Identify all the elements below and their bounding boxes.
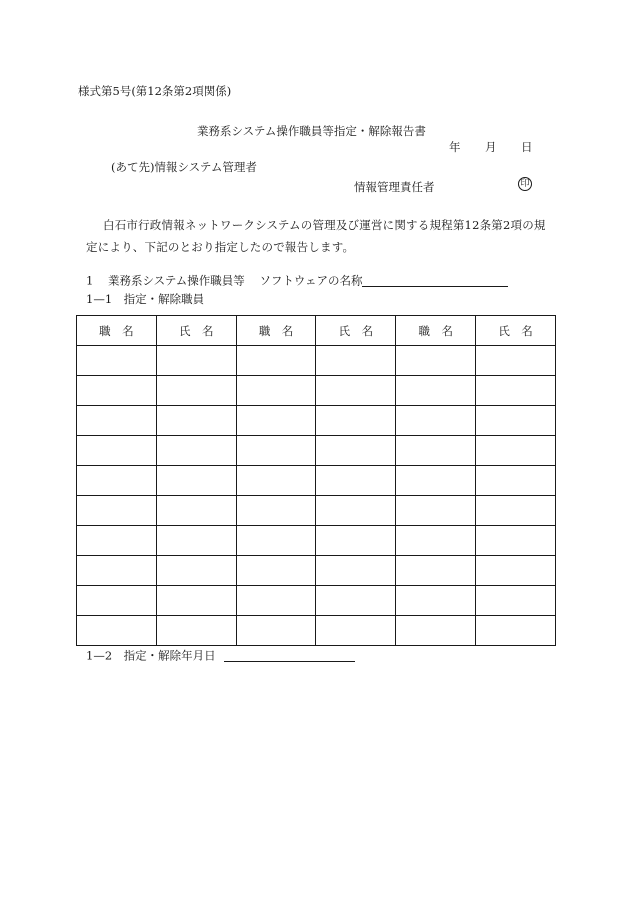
table-cell[interactable] — [156, 496, 236, 526]
table-cell[interactable] — [236, 586, 316, 616]
date-day-label: 日 — [521, 140, 533, 154]
table-cell[interactable] — [316, 376, 396, 406]
table-cell[interactable] — [396, 436, 476, 466]
table-cell[interactable] — [476, 436, 556, 466]
table-cell[interactable] — [476, 616, 556, 646]
column-header-name-3: 氏 名 — [476, 316, 556, 346]
table-cell[interactable] — [156, 436, 236, 466]
addressee: (あて先)情報システム管理者 — [111, 160, 257, 174]
table-cell[interactable] — [316, 616, 396, 646]
table-cell[interactable] — [476, 346, 556, 376]
table-row — [77, 616, 556, 646]
table-cell[interactable] — [236, 526, 316, 556]
table-cell[interactable] — [156, 586, 236, 616]
table-row — [77, 586, 556, 616]
table-cell[interactable] — [236, 556, 316, 586]
section-1-number: 1 — [86, 273, 94, 288]
table-cell[interactable] — [156, 376, 236, 406]
form-number: 様式第5号(第12条第2項関係) — [78, 84, 232, 98]
table-cell[interactable] — [396, 406, 476, 436]
table-cell[interactable] — [77, 556, 157, 586]
table-cell[interactable] — [236, 496, 316, 526]
section-1-2-heading — [86, 650, 355, 662]
column-header-name-2: 氏 名 — [316, 316, 396, 346]
table-cell[interactable] — [396, 466, 476, 496]
date-month-label: 月 — [485, 140, 497, 154]
table-cell[interactable] — [476, 526, 556, 556]
table-body — [77, 346, 556, 646]
seal-mark: 印 — [518, 177, 532, 191]
column-header-name-1: 氏 名 — [156, 316, 236, 346]
table-cell[interactable] — [316, 556, 396, 586]
table-cell[interactable] — [77, 616, 157, 646]
table-cell[interactable] — [316, 466, 396, 496]
table-cell[interactable] — [156, 556, 236, 586]
table-cell[interactable] — [156, 526, 236, 556]
software-name-field[interactable] — [362, 275, 508, 287]
table-cell[interactable] — [396, 346, 476, 376]
table-cell[interactable] — [316, 586, 396, 616]
table-cell[interactable] — [396, 616, 476, 646]
table-cell[interactable] — [77, 346, 157, 376]
section-1-1-heading: 1—1 指定・解除職員 — [86, 292, 205, 306]
table-row — [77, 526, 556, 556]
date-year-label: 年 — [449, 140, 461, 154]
table-cell[interactable] — [396, 376, 476, 406]
table-cell[interactable] — [316, 526, 396, 556]
table-cell[interactable] — [476, 556, 556, 586]
table-row — [77, 556, 556, 586]
table-cell[interactable] — [156, 466, 236, 496]
table-cell[interactable] — [236, 406, 316, 436]
table-cell[interactable] — [396, 586, 476, 616]
column-header-title-2: 職 名 — [236, 316, 316, 346]
column-header-title-1: 職 名 — [77, 316, 157, 346]
software-name-label: ソフトウェアの名称 — [259, 273, 363, 288]
section-1-2-label: 1—2 指定・解除年月日 — [86, 648, 216, 663]
table-cell[interactable] — [236, 346, 316, 376]
table-cell[interactable] — [476, 496, 556, 526]
table-cell[interactable] — [236, 466, 316, 496]
table-cell[interactable] — [156, 346, 236, 376]
table-row — [77, 436, 556, 466]
table-cell[interactable] — [476, 586, 556, 616]
staff-table — [76, 315, 556, 646]
table-cell[interactable] — [316, 406, 396, 436]
table-header-row — [77, 316, 556, 346]
table-cell[interactable] — [156, 616, 236, 646]
table-row — [77, 406, 556, 436]
table-cell[interactable] — [77, 376, 157, 406]
table-cell[interactable] — [77, 436, 157, 466]
table-cell[interactable] — [396, 556, 476, 586]
table-cell[interactable] — [156, 406, 236, 436]
document-title: 業務系システム操作職員等指定・解除報告書 — [197, 124, 426, 138]
table-cell[interactable] — [396, 526, 476, 556]
body-text: 白石市行政情報ネットワークシステムの管理及び運営に関する規程第12条第2項の規定により、下記のとおり指定したので報告します。 — [86, 218, 546, 254]
table-row — [77, 496, 556, 526]
table-cell[interactable] — [236, 436, 316, 466]
section-1-label: 業務系システム操作職員等 — [107, 273, 245, 288]
table-cell[interactable] — [77, 586, 157, 616]
responsible-officer-label: 情報管理責任者 — [354, 180, 435, 194]
table-cell[interactable] — [77, 496, 157, 526]
column-header-title-3: 職 名 — [396, 316, 476, 346]
table-cell[interactable] — [476, 376, 556, 406]
designation-date-field[interactable] — [224, 650, 355, 662]
table-cell[interactable] — [476, 406, 556, 436]
section-1-heading — [86, 275, 508, 287]
table-row — [77, 376, 556, 406]
table-cell[interactable] — [316, 346, 396, 376]
table-cell[interactable] — [77, 526, 157, 556]
table-row — [77, 466, 556, 496]
table-cell[interactable] — [236, 616, 316, 646]
table-cell[interactable] — [316, 496, 396, 526]
table-cell[interactable] — [396, 496, 476, 526]
table-cell[interactable] — [476, 466, 556, 496]
table-cell[interactable] — [77, 406, 157, 436]
table-cell[interactable] — [77, 466, 157, 496]
table-cell[interactable] — [236, 376, 316, 406]
table-row — [77, 346, 556, 376]
table-cell[interactable] — [316, 436, 396, 466]
